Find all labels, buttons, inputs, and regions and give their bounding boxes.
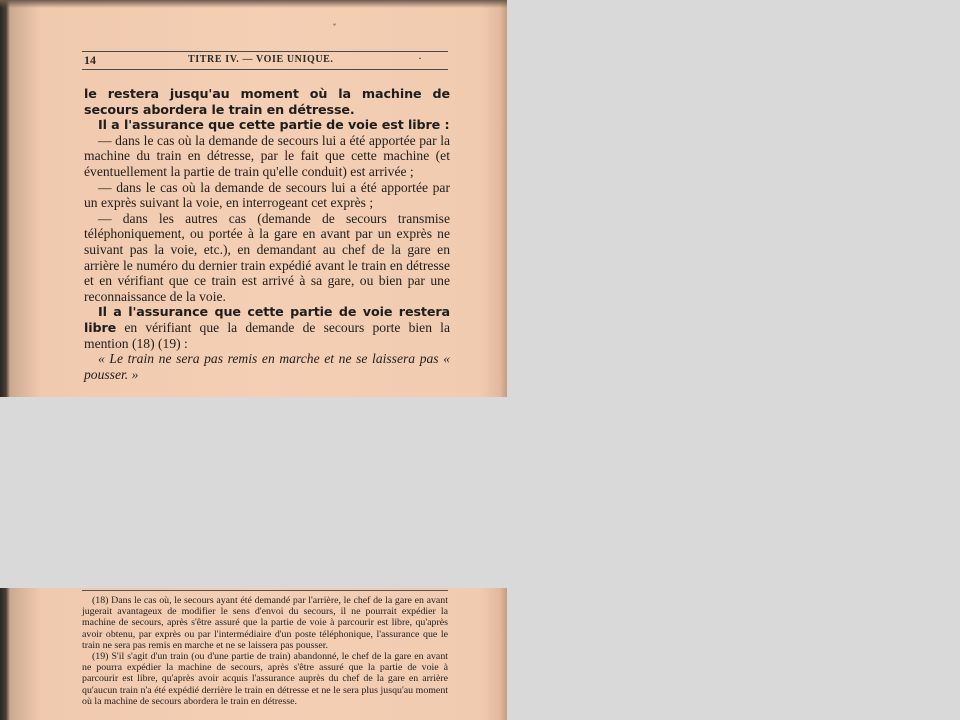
quoted-mention: « Le train ne sera pas remis en marche et ne se laissera pas « pousser. » xyxy=(84,351,450,382)
running-head-mark: · xyxy=(418,51,422,65)
page-scan-bottom xyxy=(0,588,507,720)
body-text xyxy=(84,86,450,382)
printer-mark: ˇ xyxy=(332,24,337,35)
footnotes xyxy=(82,595,448,707)
footnote-18: (18) Dans le cas où, le secours ayant été demandé par l'arrière, le chef de la gare en avant jugerait avantageux de modifier le sens d'envoi du secours, il ne pourrait expédier la machine de secours, après s'être assuré que la partie de voie à parcourir est libre, qu'après avoir obtenu, par exprès ou par l'intermédiaire d'un poste téléphonique, l'assurance que le train ne sera pas remis en marche et ne se laissera pas pousser. xyxy=(82,595,448,651)
running-head-title: TITRE IV. — VOIE UNIQUE. xyxy=(188,54,334,65)
paragraph-case-expres: — dans le cas où la demande de secours lui a été apportée par un exprès suivant la voie, en interrogeant cet exprès ; xyxy=(84,179,450,211)
footnote-19: (19) S'il s'agit d'un train (ou d'une partie de train) abandonné, le chef de la gare en avant ne pourra expédier la machine de secours, après s'être assuré que la partie de voie à parcourir est libre, qu'après avoir acquis l'assurance auprès du chef de la gare en arrière qu'aucun train n'a été expédié derrière le train en détresse et ne le sera plus jusqu'au moment où la machine de secours abordera le train en détresse. xyxy=(82,651,448,707)
paragraph-restera-libre xyxy=(84,304,450,351)
footnote-rule xyxy=(82,590,448,591)
page-number: 14 xyxy=(84,53,96,67)
paragraph-continuation: le restera jusqu'au moment où la machine de secours abordera le train en détresse. xyxy=(84,86,450,117)
page-top-shadow xyxy=(0,0,507,8)
paragraph-other-cases: — dans les autres cas (demande de secours transmise téléphoniquement, ou portée à la gare en avant par un exprès ne suivant pas la voie, etc.), en demandant au chef de la gare en arrière le numéro du dernier train expédié avant le train en détresse et en vérifiant que ce train est arrivé à sa gare, ou bien par une reconnaissance de la voie. xyxy=(84,210,450,304)
heading-voie-libre: Il a l'assurance que cette partie de voie est libre : xyxy=(98,117,450,133)
page-scan-top xyxy=(0,0,507,397)
running-head xyxy=(82,51,448,70)
restera-libre-lead: Il a l'assurance que cette partie de voie restera libre xyxy=(84,304,450,335)
restera-libre-rest: en vérifiant que la demande de secours porte bien la mention (18) (19) : xyxy=(84,319,450,351)
paragraph-case-machine: — dans le cas où la demande de secours lui a été apportée par la machine du train en détresse, par le fait que cette machine (et éventuellement la partie de train qu'elle conduit) est arrivée ; xyxy=(84,132,450,179)
